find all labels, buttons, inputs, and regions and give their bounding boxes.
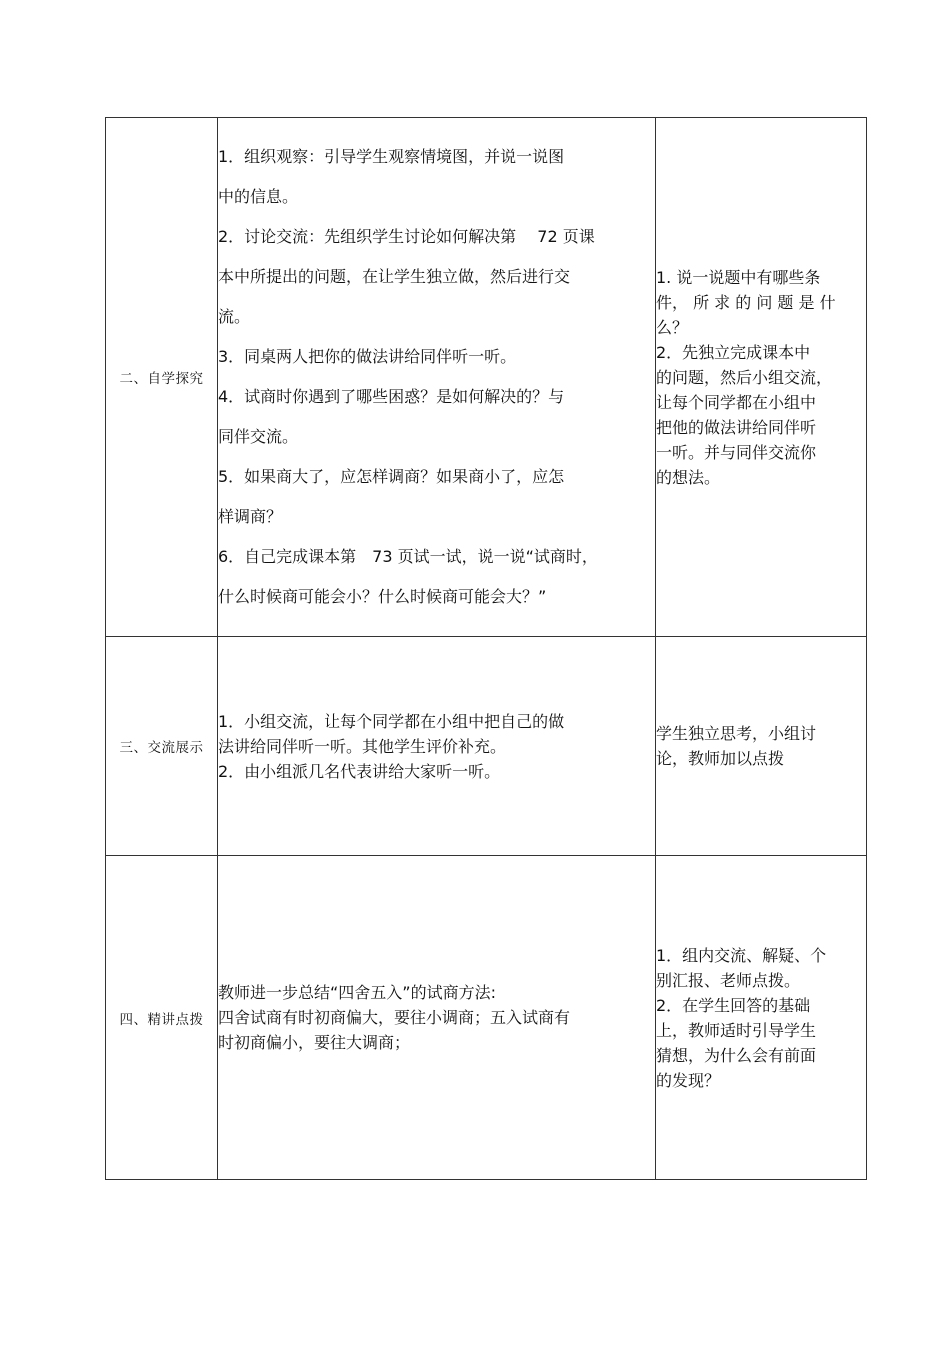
table-row (106, 637, 867, 856)
content-line: 时初商偏小，要往大调商； (218, 1033, 411, 1052)
note-line: 别汇报、老师点拨。 (656, 970, 801, 990)
note-line: 1. 说一说题中有哪些条 (656, 267, 821, 287)
content-line: 6．自己完成课本第 73 页试一试，说一说“试商时， (218, 547, 598, 566)
content-line: 2．讨论交流：先组织学生讨论如何解决第 72 页课 (218, 227, 595, 246)
note-line: 的想法。 (656, 467, 721, 487)
note-line: 让每个同学都在小组中 (656, 392, 817, 412)
note-line: 件， 所 求 的 问 题 是 什 (656, 292, 836, 312)
content-line: 四舍试商有时初商偏大，要往小调商；五入试商有 (218, 1008, 571, 1027)
note-line: 猜想，为什么会有前面 (656, 1045, 817, 1065)
note-line: 么？ (656, 317, 689, 337)
note-cell (656, 637, 867, 856)
stage-label: 三、交流展示 (119, 740, 204, 756)
stage-label: 四、精讲点拨 (119, 1011, 204, 1028)
content-line: 法讲给同伴听一听。其他学生评价补充。 (218, 736, 507, 756)
content-line: 1．小组交流，让每个同学都在小组中把自己的做 (218, 711, 565, 731)
content-line: 2．由小组派几名代表讲给大家听一听。 (218, 761, 501, 781)
stage-cell (106, 118, 218, 637)
stage-label: 二、自学探究 (119, 371, 204, 387)
content-line: 样调商？ (218, 507, 283, 526)
content-line: 本中所提出的问题，在让学生独立做，然后进行交 (218, 267, 571, 286)
note-cell (656, 118, 867, 637)
note-line: 把他的做法讲给同伴听 (656, 417, 817, 437)
note-line: 1．组内交流、解疑、个 (656, 945, 827, 965)
note-line: 的问题，然后小组交流， (656, 367, 833, 387)
content-line: 教师进一步总结“四舍五入”的试商方法: (218, 983, 496, 1002)
content-line: 流。 (218, 307, 251, 326)
content-line: 1．组织观察：引导学生观察情境图，并说一说图 (218, 147, 565, 166)
content-line: 5．如果商大了，应怎样调商？如果商小了，应怎 (218, 467, 565, 486)
content-line: 同伴交流。 (218, 427, 299, 446)
content-line: 中的信息。 (218, 187, 299, 206)
stage-cell (106, 637, 218, 856)
note-line: 论，教师加以点拨 (656, 749, 785, 768)
note-line: 2．在学生回答的基础 (656, 995, 811, 1015)
note-cell (656, 856, 867, 1180)
content-line: 什么时候商可能会小？什么时候商可能会大？” (218, 587, 547, 606)
note-line: 2．先独立完成课本中 (656, 342, 811, 362)
content-cell (218, 856, 656, 1180)
content-cell (218, 118, 656, 637)
content-cell (218, 637, 656, 856)
note-line: 一听。并与同伴交流你 (656, 442, 817, 462)
note-line: 的发现？ (656, 1070, 721, 1090)
stage-cell (106, 856, 218, 1180)
table-row (106, 856, 867, 1180)
lesson-plan-table (105, 117, 867, 1180)
content-line: 3．同桌两人把你的做法讲给同伴听一听。 (218, 347, 517, 366)
note-line: 上，教师适时引导学生 (656, 1020, 817, 1040)
table-row (106, 118, 867, 637)
note-line: 学生独立思考，小组讨 (656, 724, 817, 743)
content-line: 4．试商时你遇到了哪些困惑？是如何解决的？与 (218, 387, 565, 406)
